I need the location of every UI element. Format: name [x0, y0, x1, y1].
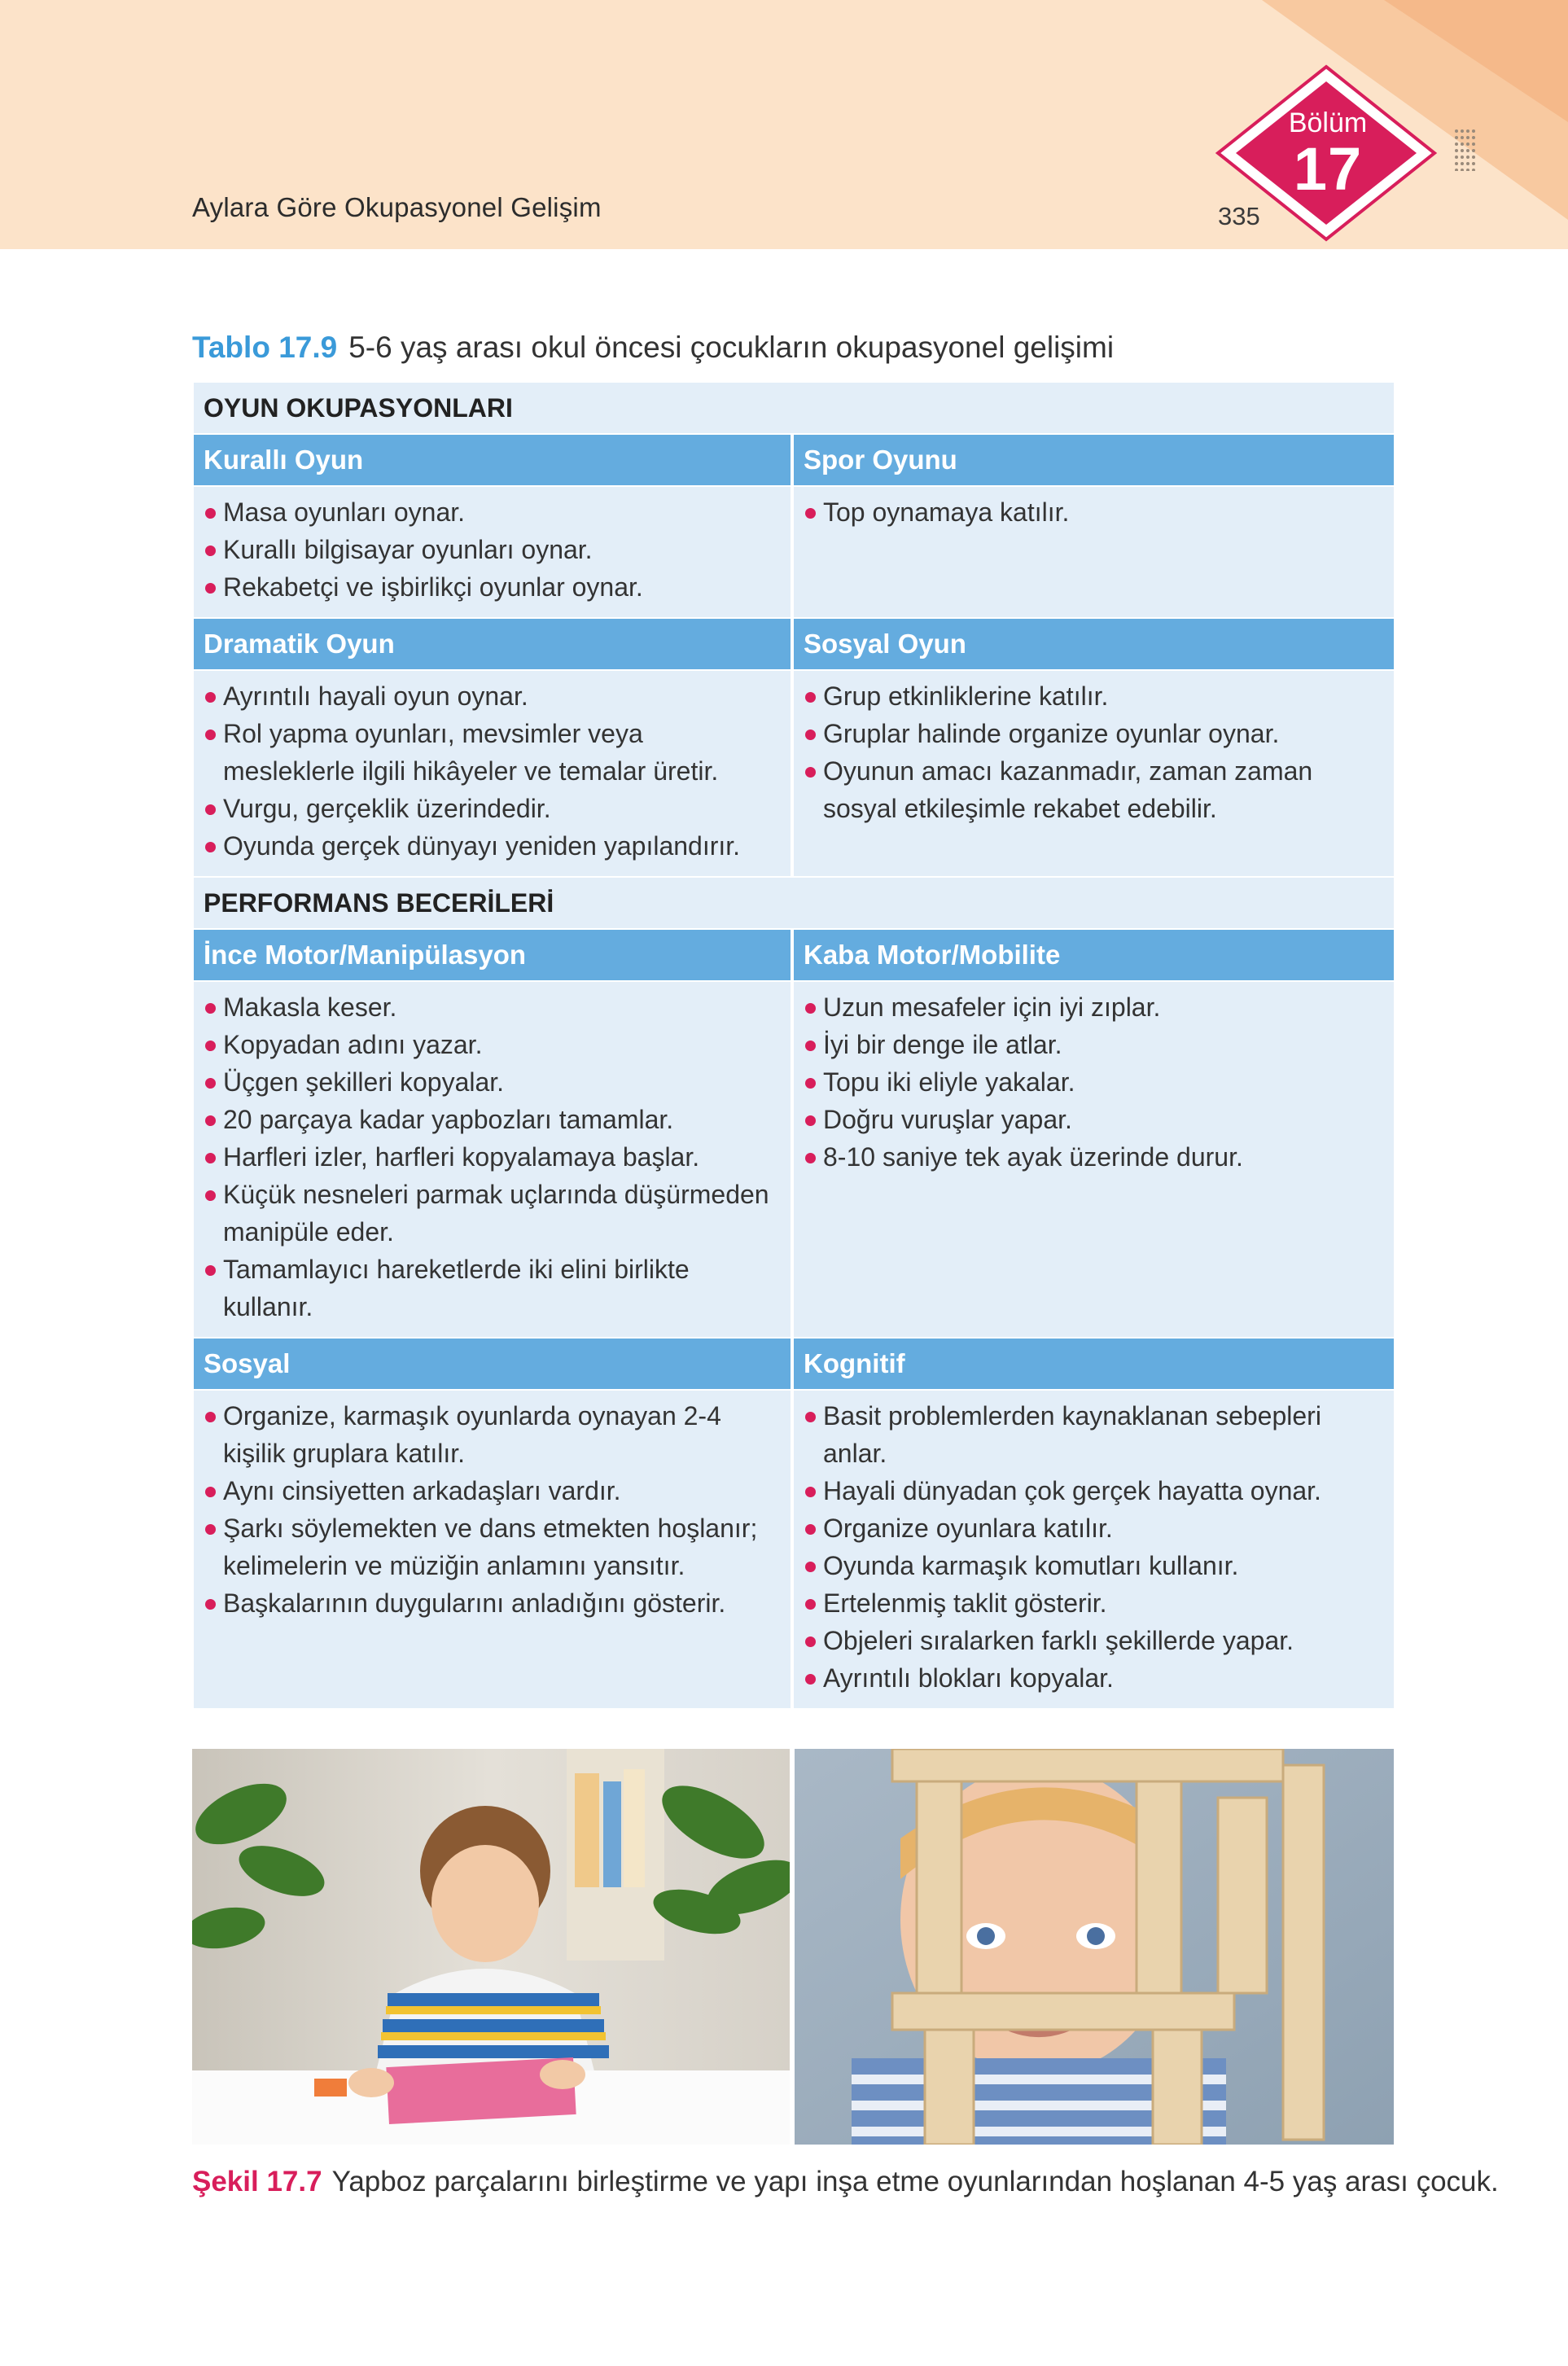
- list-item: Oyunda karmaşık komutları kullanır.: [804, 1547, 1382, 1584]
- list-item: Tamamlayıcı hareketlerde iki elini birlikte kullanır.: [204, 1251, 779, 1325]
- list-item: Organize oyunlara katılır.: [804, 1509, 1382, 1547]
- list-item: Objeleri sıralarken farklı şekillerde yapar.: [804, 1622, 1382, 1659]
- page-number: 335: [1218, 202, 1260, 230]
- list-item: Oyunun amacı kazanmadır, zaman zaman sosyal etkileşimle rekabet edebilir.: [804, 752, 1382, 827]
- category-header: Sosyal Oyun: [794, 619, 1394, 671]
- list-item: Küçük nesneleri parmak uçlarında düşürmeden manipüle eder.: [204, 1176, 779, 1251]
- chapter-label: Bölüm: [1288, 107, 1368, 138]
- table-number: Tablo 17.9: [192, 331, 338, 364]
- bullet-list: [804, 988, 1382, 1176]
- figure-number: Şekil 17.7: [192, 2166, 322, 2197]
- development-table: [194, 383, 1394, 1710]
- table-cell: [194, 1391, 794, 1710]
- figure-caption: [192, 2166, 1499, 2198]
- list-item: Basit problemlerden kaynaklanan sebepleri anlar.: [804, 1397, 1382, 1472]
- list-item: Şarkı söylemekten ve dans etmekten hoşlanır; kelimelerin ve müziğin anlamını yansıtır.: [204, 1509, 779, 1584]
- figure-caption-text: Yapboz parçalarını birleştirme ve yapı inşa etme oyunlarından hoşlanan 4-5 yaş arası çocuk.: [331, 2166, 1499, 2197]
- category-header: İnce Motor/Manipülasyon: [194, 930, 794, 982]
- child-blocks-illustration: [795, 1749, 1394, 2145]
- list-item: Rekabetçi ve işbirlikçi oyunlar oynar.: [204, 568, 779, 606]
- bullet-list: [204, 677, 779, 865]
- chapter-number: 17: [1293, 135, 1363, 203]
- category-header: Kognitif: [794, 1339, 1394, 1391]
- list-item: Harfleri izler, harfleri kopyalamaya başlar.: [204, 1138, 779, 1176]
- list-item: İyi bir denge ile atlar.: [804, 1026, 1382, 1063]
- table-cell: [194, 982, 794, 1339]
- child-puzzle-illustration: [192, 1749, 790, 2145]
- list-item: Vurgu, gerçeklik üzerindedir.: [204, 790, 779, 827]
- list-item: Aynı cinsiyetten arkadaşları vardır.: [204, 1472, 779, 1509]
- page-header: [0, 0, 1568, 249]
- list-item: Ayrıntılı blokları kopyalar.: [804, 1659, 1382, 1697]
- list-item: Hayali dünyadan çok gerçek hayatta oynar.: [804, 1472, 1382, 1509]
- section-heading: OYUN OKUPASYONLARI: [194, 383, 1394, 435]
- bullet-list: [204, 1397, 779, 1622]
- category-header: Spor Oyunu: [794, 435, 1394, 487]
- list-item: Başkalarının duygularını anladığını gösterir.: [204, 1584, 779, 1622]
- table-caption: 5-6 yaş arası okul öncesi çocukların okupasyonel gelişimi: [348, 331, 1115, 364]
- list-item: 20 parçaya kadar yapbozları tamamlar.: [204, 1101, 779, 1138]
- table-cell: [794, 487, 1394, 619]
- bullet-list: [804, 1397, 1382, 1697]
- list-item: 8-10 saniye tek ayak üzerinde durur.: [804, 1138, 1382, 1176]
- table-cell: [794, 982, 1394, 1339]
- list-item: Rol yapma oyunları, mevsimler veya mesleklerle ilgili hikâyeler ve temalar üretir.: [204, 715, 779, 790]
- photo-child-blocks: [795, 1749, 1394, 2145]
- list-item: Kopyadan adını yazar.: [204, 1026, 779, 1063]
- list-item: Top oynamaya katılır.: [804, 493, 1382, 531]
- running-title: Aylara Göre Okupasyonel Gelişim: [192, 192, 602, 222]
- photo-child-puzzle: [192, 1749, 790, 2145]
- table-title: [192, 331, 1114, 365]
- section-heading: PERFORMANS BECERİLERİ: [194, 878, 1394, 930]
- bullet-list: [204, 493, 779, 606]
- list-item: Üçgen şekilleri kopyalar.: [204, 1063, 779, 1101]
- category-header: Dramatik Oyun: [194, 619, 794, 671]
- list-item: Uzun mesafeler için iyi zıplar.: [804, 988, 1382, 1026]
- list-item: Oyunda gerçek dünyayı yeniden yapılandırır.: [204, 827, 779, 865]
- dots-decoration-icon: [1454, 129, 1475, 171]
- list-item: Makasla keser.: [204, 988, 779, 1026]
- list-item: Grup etkinliklerine katılır.: [804, 677, 1382, 715]
- list-item: Topu iki eliyle yakalar.: [804, 1063, 1382, 1101]
- category-header: Kurallı Oyun: [194, 435, 794, 487]
- table-cell: [194, 487, 794, 619]
- bullet-list: [804, 493, 1382, 531]
- list-item: Kurallı bilgisayar oyunları oynar.: [204, 531, 779, 568]
- list-item: Organize, karmaşık oyunlarda oynayan 2-4 kişilik gruplara katılır.: [204, 1397, 779, 1472]
- list-item: Ayrıntılı hayali oyun oynar.: [204, 677, 779, 715]
- table-cell: [794, 1391, 1394, 1710]
- bullet-list: [204, 988, 779, 1325]
- bullet-list: [804, 677, 1382, 827]
- category-header: Kaba Motor/Mobilite: [794, 930, 1394, 982]
- list-item: Ertelenmiş taklit gösterir.: [804, 1584, 1382, 1622]
- table-cell: [194, 671, 794, 878]
- list-item: Masa oyunları oynar.: [204, 493, 779, 531]
- table-cell: [794, 671, 1394, 878]
- category-header: Sosyal: [194, 1339, 794, 1391]
- list-item: Doğru vuruşlar yapar.: [804, 1101, 1382, 1138]
- list-item: Gruplar halinde organize oyunlar oynar.: [804, 715, 1382, 752]
